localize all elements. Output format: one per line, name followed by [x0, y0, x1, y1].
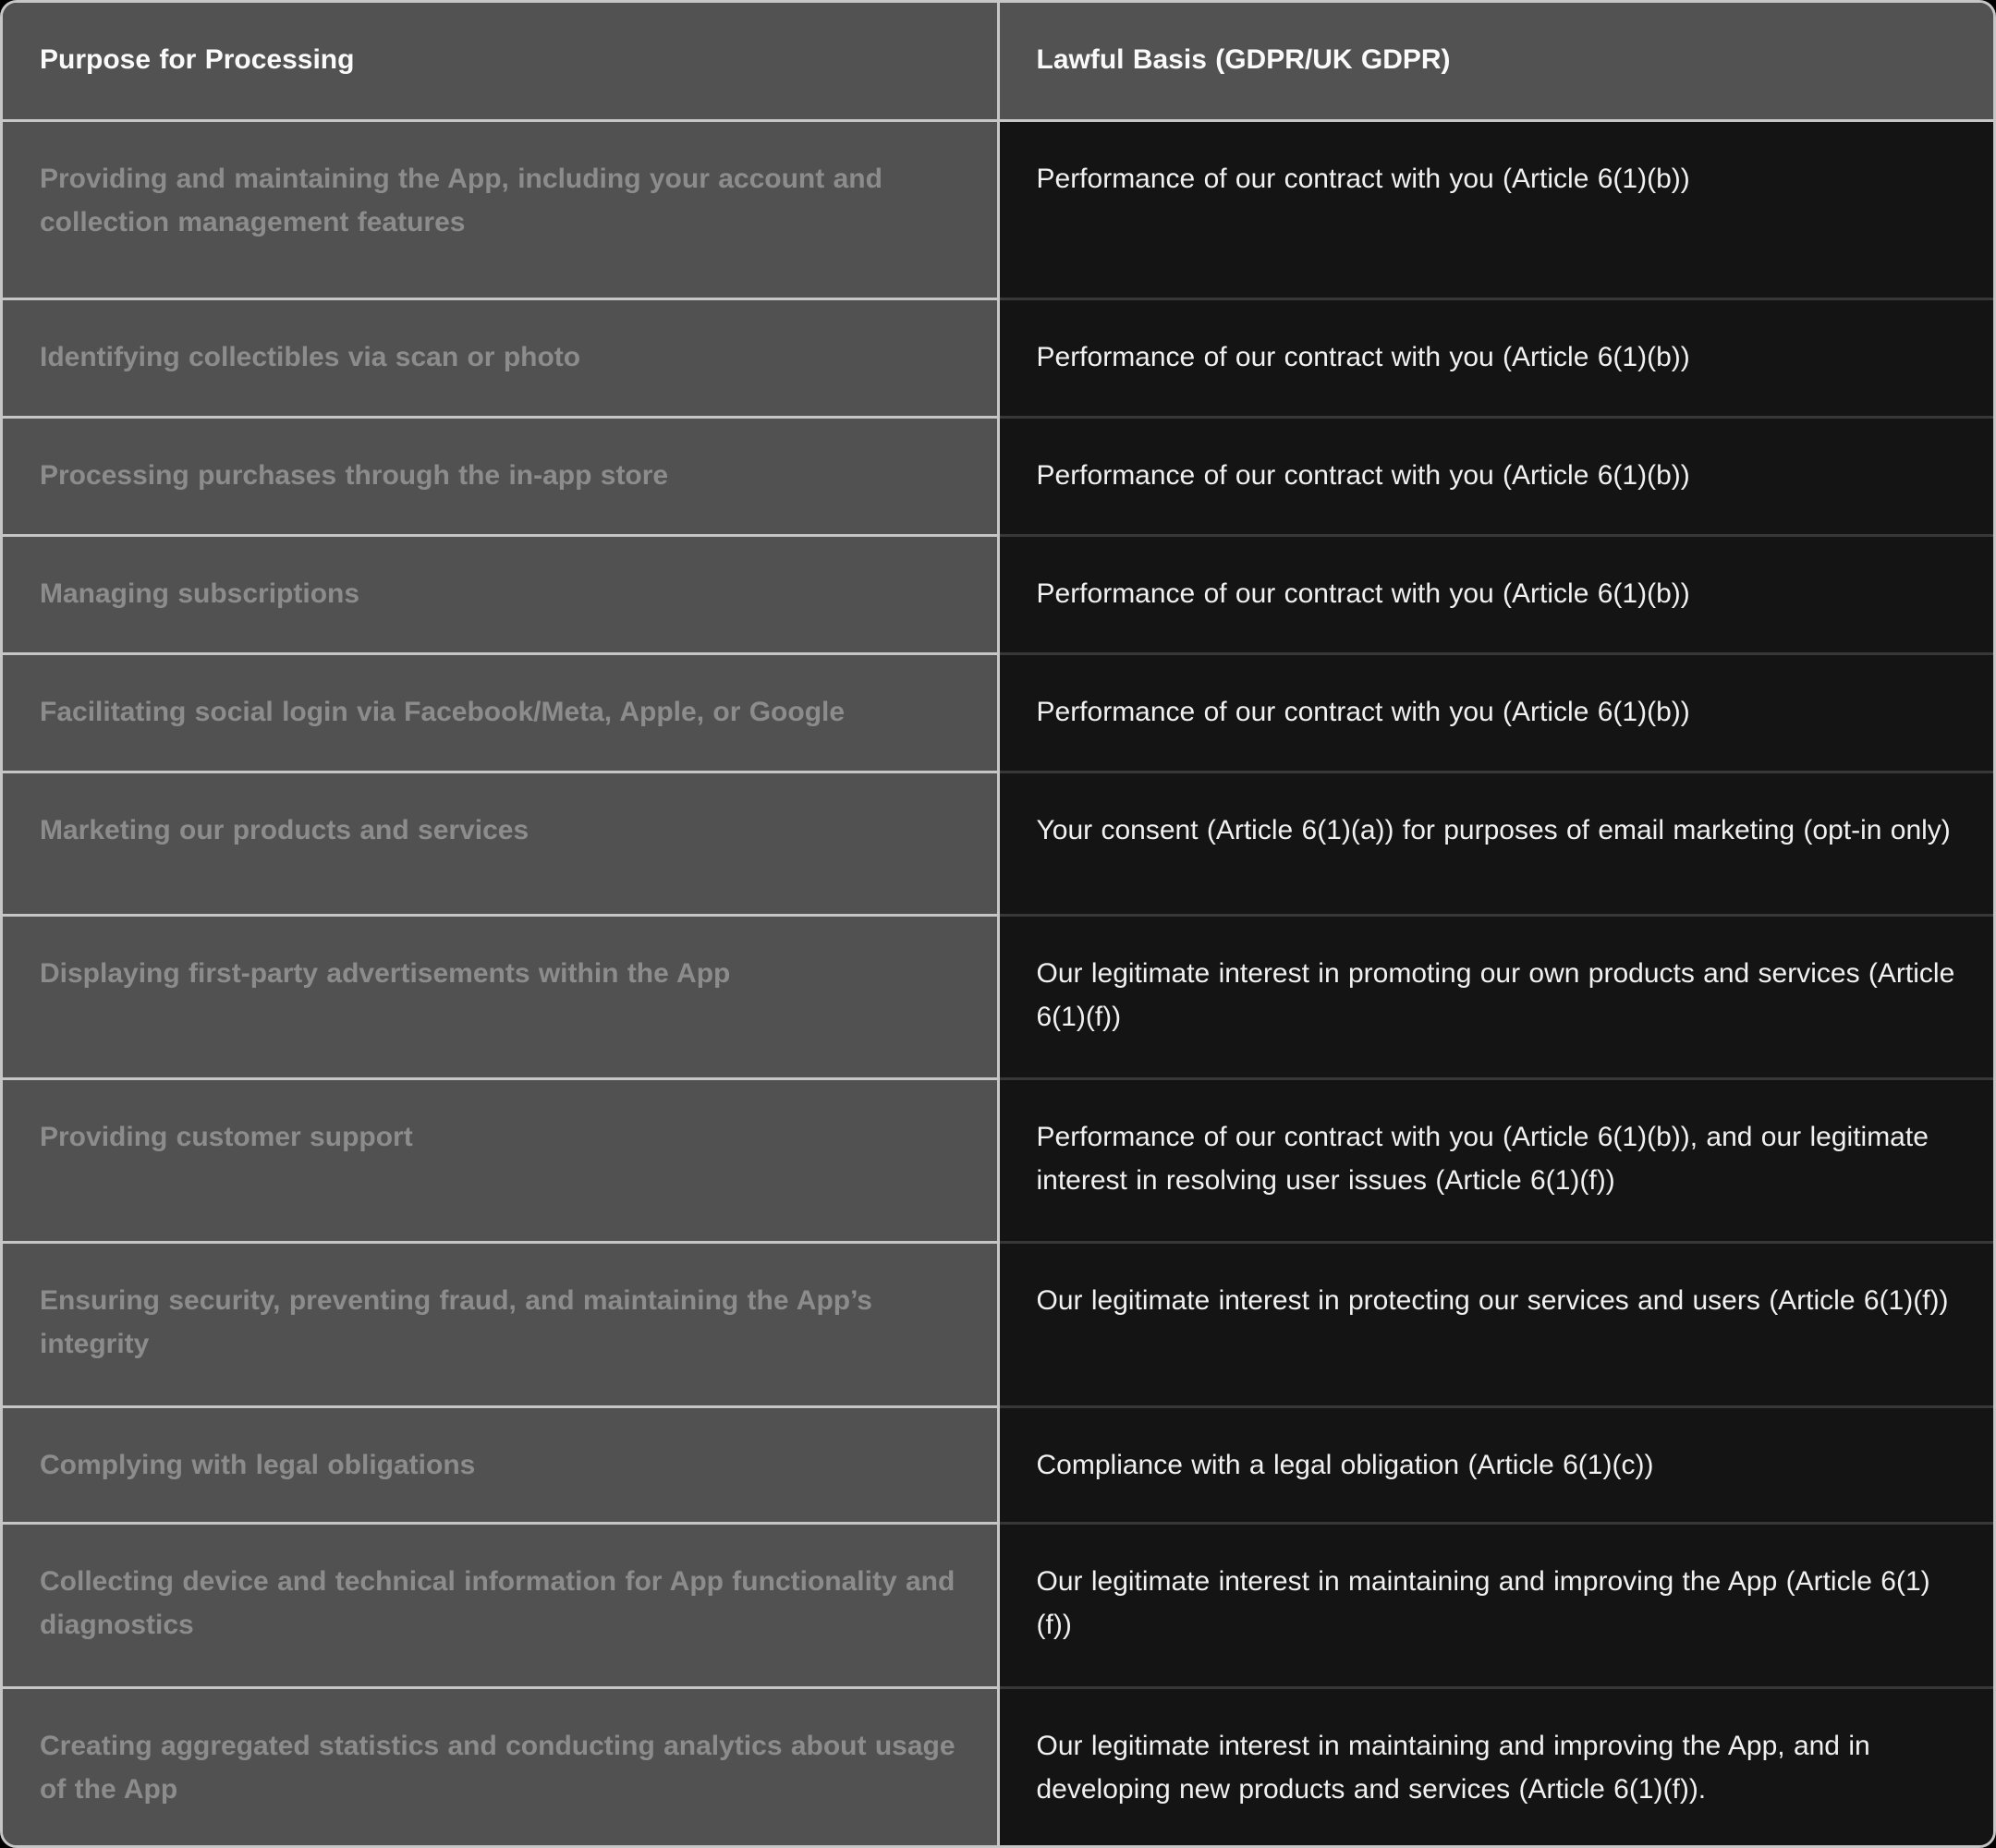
purpose-cell: Displaying first-party advertisements within the App	[3, 915, 998, 1078]
table-row	[3, 915, 1993, 1078]
purpose-cell: Identifying collectibles via scan or photo	[3, 298, 998, 417]
purpose-cell: Complying with legal obligations	[3, 1406, 998, 1523]
lawful-basis-cell: Performance of our contract with you (Article 6(1)(b))	[998, 120, 1993, 298]
lawful-basis-cell: Compliance with a legal obligation (Article 6(1)(c))	[998, 1406, 1993, 1523]
lawful-basis-cell: Performance of our contract with you (Article 6(1)(b))	[998, 653, 1993, 772]
purpose-cell: Marketing our products and services	[3, 772, 998, 915]
table-row	[3, 535, 1993, 653]
lawful-basis-cell: Your consent (Article 6(1)(a)) for purposes of email marketing (opt-in only)	[998, 772, 1993, 915]
lawful-basis-cell: Our legitimate interest in protecting our services and users (Article 6(1)(f))	[998, 1242, 1993, 1406]
table-row	[3, 417, 1993, 535]
lawful-basis-cell: Our legitimate interest in promoting our own products and services (Article 6(1)(f))	[998, 915, 1993, 1078]
purpose-cell: Managing subscriptions	[3, 535, 998, 653]
table-row	[3, 1242, 1993, 1406]
lawful-basis-cell: Our legitimate interest in maintaining and improving the App (Article 6(1)(f))	[998, 1523, 1993, 1687]
lawful-basis-cell: Performance of our contract with you (Article 6(1)(b))	[998, 535, 1993, 653]
purpose-cell: Providing customer support	[3, 1078, 998, 1242]
table-header-row	[3, 3, 1993, 120]
table-row	[3, 1523, 1993, 1687]
column-header-purpose: Purpose for Processing	[3, 3, 998, 120]
table-row	[3, 298, 1993, 417]
table-row	[3, 1078, 1993, 1242]
purpose-cell: Processing purchases through the in-app store	[3, 417, 998, 535]
table-row	[3, 1687, 1993, 1847]
purpose-cell: Ensuring security, preventing fraud, and maintaining the App’s integrity	[3, 1242, 998, 1406]
purpose-lawful-basis-table	[3, 3, 1993, 1847]
lawful-basis-cell: Performance of our contract with you (Article 6(1)(b))	[998, 417, 1993, 535]
lawful-basis-cell: Performance of our contract with you (Article 6(1)(b))	[998, 298, 1993, 417]
table-row	[3, 772, 1993, 915]
table-row	[3, 1406, 1993, 1523]
purpose-cell: Collecting device and technical information for App functionality and diagnostics	[3, 1523, 998, 1687]
table-row	[3, 120, 1993, 298]
purpose-cell: Providing and maintaining the App, including your account and collection management features	[3, 120, 998, 298]
lawful-basis-cell: Performance of our contract with you (Article 6(1)(b)), and our legitimate interest in resolving user issues (Article 6(1)(f))	[998, 1078, 1993, 1242]
purpose-cell: Creating aggregated statistics and conducting analytics about usage of the App	[3, 1687, 998, 1847]
purpose-cell: Facilitating social login via Facebook/Meta, Apple, or Google	[3, 653, 998, 772]
column-header-lawful-basis: Lawful Basis (GDPR/UK GDPR)	[998, 3, 1993, 120]
table-row	[3, 653, 1993, 772]
lawful-basis-cell: Our legitimate interest in maintaining and improving the App, and in developing new products and services (Article 6(1)(f)).	[998, 1687, 1993, 1847]
